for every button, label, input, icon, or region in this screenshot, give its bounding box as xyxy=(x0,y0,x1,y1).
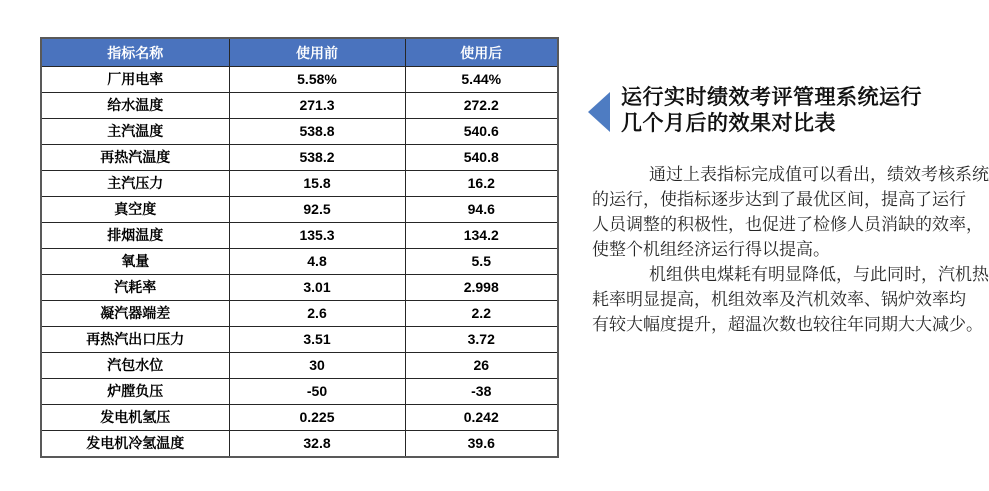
text-line: 使整个机组经济运行得以提高。 xyxy=(592,240,830,259)
before-value-cell: 271.3 xyxy=(229,92,405,118)
after-value-cell: 134.2 xyxy=(405,222,558,248)
after-value-cell: 39.6 xyxy=(405,430,558,457)
table-row xyxy=(41,274,558,300)
indicator-name-cell: 汽耗率 xyxy=(41,274,229,300)
after-value-cell: 2.2 xyxy=(405,300,558,326)
indicator-name-cell: 真空度 xyxy=(41,196,229,222)
table-body xyxy=(41,67,558,458)
indicator-name-cell: 汽包水位 xyxy=(41,352,229,378)
left-triangle-icon xyxy=(588,92,610,132)
indicator-name-cell: 排烟温度 xyxy=(41,222,229,248)
after-value-cell: 26 xyxy=(405,352,558,378)
paragraph-2 xyxy=(592,262,989,337)
table-row xyxy=(41,430,558,457)
before-value-cell: 30 xyxy=(229,352,405,378)
indicator-name-cell: 再热汽出口压力 xyxy=(41,326,229,352)
text-line: 通过上表指标完成值可以看出，绩效考核系统 xyxy=(649,165,989,184)
before-value-cell: 3.01 xyxy=(229,274,405,300)
header-indicator-name: 指标名称 xyxy=(41,38,229,67)
section-title xyxy=(621,85,922,137)
table-row xyxy=(41,144,558,170)
before-value-cell: 538.2 xyxy=(229,144,405,170)
before-value-cell: 4.8 xyxy=(229,248,405,274)
before-value-cell: 92.5 xyxy=(229,196,405,222)
before-value-cell: -50 xyxy=(229,378,405,404)
after-value-cell: 94.6 xyxy=(405,196,558,222)
table-row xyxy=(41,118,558,144)
after-value-cell: 540.6 xyxy=(405,118,558,144)
indicator-name-cell: 厂用电率 xyxy=(41,67,229,93)
text-line: 人员调整的积极性，也促进了检修人员消缺的效率， xyxy=(592,215,983,234)
text-line: 有较大幅度提升，超温次数也较往年同期大大减少。 xyxy=(592,315,983,334)
table-row xyxy=(41,378,558,404)
table-row xyxy=(41,404,558,430)
before-value-cell: 3.51 xyxy=(229,326,405,352)
indicator-name-cell: 炉膛负压 xyxy=(41,378,229,404)
indicator-name-cell: 凝汽器端差 xyxy=(41,300,229,326)
before-value-cell: 32.8 xyxy=(229,430,405,457)
after-value-cell: 2.998 xyxy=(405,274,558,300)
paragraph-1 xyxy=(592,162,989,262)
after-value-cell: 3.72 xyxy=(405,326,558,352)
comparison-table xyxy=(40,37,559,458)
table-row xyxy=(41,92,558,118)
section-title-line-2: 几个月后的效果对比表 xyxy=(621,112,836,135)
table-row xyxy=(41,248,558,274)
before-value-cell: 5.58% xyxy=(229,67,405,93)
text-line: 的运行，使指标逐步达到了最优区间，提高了运行 xyxy=(592,190,966,209)
before-value-cell: 0.225 xyxy=(229,404,405,430)
after-value-cell: -38 xyxy=(405,378,558,404)
after-value-cell: 5.5 xyxy=(405,248,558,274)
after-value-cell: 272.2 xyxy=(405,92,558,118)
table-header-row xyxy=(41,38,558,67)
table-row xyxy=(41,326,558,352)
table-row xyxy=(41,352,558,378)
indicator-name-cell: 氧量 xyxy=(41,248,229,274)
description-text xyxy=(592,162,989,337)
before-value-cell: 538.8 xyxy=(229,118,405,144)
after-value-cell: 5.44% xyxy=(405,67,558,93)
after-value-cell: 540.8 xyxy=(405,144,558,170)
before-value-cell: 15.8 xyxy=(229,170,405,196)
indicator-name-cell: 再热汽温度 xyxy=(41,144,229,170)
after-value-cell: 0.242 xyxy=(405,404,558,430)
table-row xyxy=(41,300,558,326)
table-row xyxy=(41,170,558,196)
before-value-cell: 135.3 xyxy=(229,222,405,248)
table-row xyxy=(41,222,558,248)
indicator-name-cell: 主汽温度 xyxy=(41,118,229,144)
header-after-use: 使用后 xyxy=(405,38,558,67)
before-value-cell: 2.6 xyxy=(229,300,405,326)
after-value-cell: 16.2 xyxy=(405,170,558,196)
section-title-line-1: 运行实时绩效考评管理系统运行 xyxy=(621,86,922,109)
indicator-name-cell: 发电机冷氢温度 xyxy=(41,430,229,457)
text-line: 耗率明显提高，机组效率及汽机效率、锅炉效率均 xyxy=(592,290,966,309)
indicator-name-cell: 主汽压力 xyxy=(41,170,229,196)
indicator-name-cell: 发电机氢压 xyxy=(41,404,229,430)
table-row xyxy=(41,67,558,93)
header-before-use: 使用前 xyxy=(229,38,405,67)
table-row xyxy=(41,196,558,222)
text-line: 机组供电煤耗有明显降低，与此同时，汽机热 xyxy=(649,265,989,284)
indicator-name-cell: 给水温度 xyxy=(41,92,229,118)
